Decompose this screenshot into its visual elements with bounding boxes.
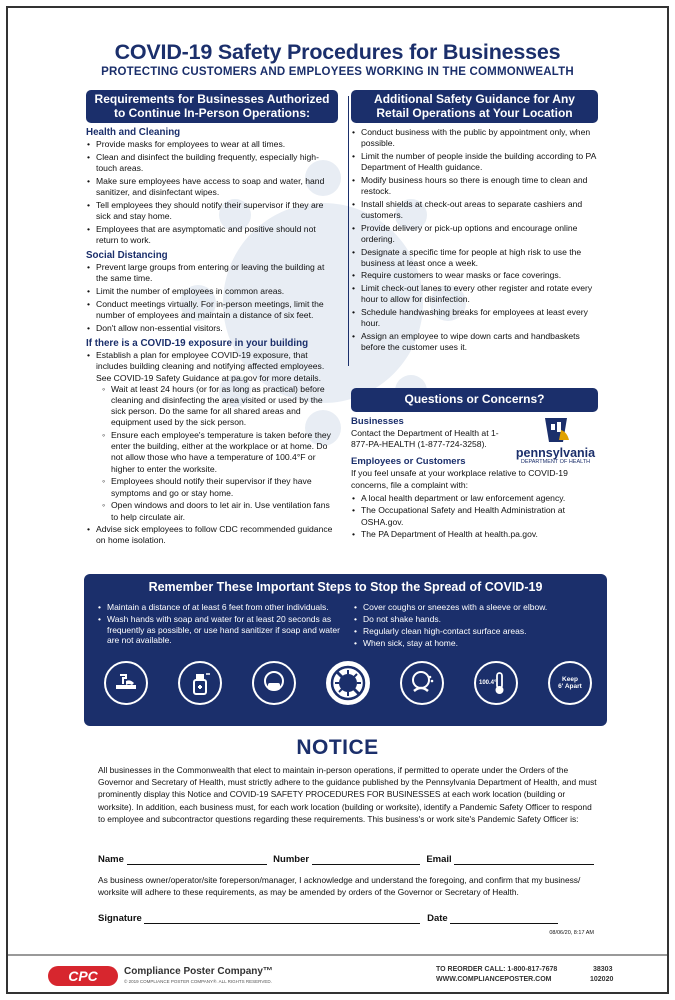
left-column [86,90,338,548]
right-heading-line1: Additional Safety Guidance for Any [374,92,575,106]
list-item: • Provide delivery or pick-up options and encourage online ordering. [351,223,598,245]
officer-fields [98,854,598,865]
list-item: • Don't allow non-essential visitors. [86,323,338,334]
sub-list-item: ◦ Employees should notify their supervisor if they have symptoms and go or stay home. [102,476,338,498]
poster [6,6,669,994]
list-item: • Limit check-out lanes to every other register and rotate every hour to allow for disinfection. [351,283,598,305]
poster-title: COVID-19 Safety Procedures for Businesses [114,40,561,64]
list-item: • Designate a specific time for people at high risk to use the business at least once a week. [351,247,598,269]
list-item: • Clean and disinfect the building frequently, especially high-touch areas. [86,152,338,174]
exposure-item-text: Establish a plan for employee COVID-19 exposure, that includes building cleaning and notifying affected employees. See COVID-19 Safety Guidance at pa.gov for more details. [96,350,325,383]
number-label: Number [273,854,310,865]
step-item: • When sick, stay at home. [354,638,594,649]
spray-bottle-icon [178,661,222,705]
name-field[interactable] [127,855,267,865]
date-label: Date [427,913,448,924]
no-virus-icon [326,661,370,705]
complaint-list [351,493,598,541]
poster-subtitle: PROTECTING CUSTOMERS AND EMPLOYEES WORKING IN THE COMMONWEALTH [101,66,574,78]
column-divider [348,96,349,366]
logo-dept: DEPARTMENT OF HEALTH [520,458,591,465]
right-heading [351,90,598,123]
questions-section [351,388,598,542]
list-item: • Employees that are asymptomatic and positive should not return to work. [86,224,338,246]
exposure-list [86,350,338,546]
tm-mark: ™ [262,966,273,977]
steps-icons [104,661,592,705]
sub-list-item: ◦ Open windows and doors to let air in. Use ventilation fans to help circulate air. [102,500,338,522]
distancing-list [86,262,338,334]
signature-label: Signature [98,913,142,924]
signature-fields [98,913,598,924]
step-item: • Regularly clean high-contact surface areas. [354,626,594,637]
list-item: • Schedule handwashing breaks for employees at least every hour. [351,307,598,329]
keep-apart-icon [548,661,592,705]
section-title-distancing: Social Distancing [86,250,168,262]
cpc-logo-text: CPC [68,968,98,984]
questions-heading: Questions or Concerns? [351,388,598,412]
timestamp: 08/06/20, 8:17 AM [549,930,594,936]
list-item: • A local health department or law enforcement agency. [351,493,598,504]
list-item: • Tell employees they should notify their supervisor if they are sick and stay home. [86,200,338,222]
list-item: • Assign an employee to wipe down carts and handbaskets before the customer uses it. [351,331,598,353]
number-field[interactable] [312,855,420,865]
sub-list-item: ◦ Wait at least 24 hours (or for as long as practical) before cleaning and disinfecting the area visited or used by the sick person. Do the same for all shared areas and equipment used by the sick person. [102,384,338,429]
footer [8,954,667,994]
poster-code: 38303 [593,966,613,973]
step-item: • Wash hands with soap and water for at least 20 seconds as frequently as possible, or use hand sanitizer if soap and water are not available. [98,614,343,646]
step-item: • Cover coughs or sneezes with a sleeve or elbow. [354,602,594,613]
thermometer-label: 100.4° [479,680,497,686]
list-item: • Install shields at check-out areas to separate cashiers and customers. [351,199,598,221]
step-item: • Maintain a distance of at least 6 feet from other individuals. [98,602,343,613]
pa-doh-logo [513,416,598,466]
list-item: • Conduct business with the public by appointment only, when possible. [351,127,598,149]
keystone-icon [541,416,571,444]
email-label: Email [426,854,452,865]
left-heading-line2: to Continue In-Person Operations: [113,105,310,120]
keep-label: Keep [562,676,578,683]
date-field[interactable] [450,914,558,924]
list-item [86,350,338,523]
list-item: • Require customers to wear masks or face coverings. [351,270,598,281]
cough-icon [400,661,444,705]
retail-list [351,127,598,353]
step-item: • Do not shake hands. [354,614,594,625]
reorder-phone: TO REORDER CALL: 1-800-817-7678 [436,966,558,973]
company-name-text: Compliance Poster Company [124,966,263,977]
thermometer-icon [474,661,518,705]
list-item: • Provide masks for employees to wear at all times. [86,139,338,150]
copyright: © 2019 COMPLIANCE POSTER COMPANY®. ALL RIGHTS RESERVED. [124,979,272,984]
company-name [124,966,273,977]
businesses-title: Businesses [351,415,404,427]
left-heading [86,90,338,123]
steps-banner [84,574,607,726]
sub-list-item: ◦ Ensure each employee's temperature is taken before they enter the building, either at the workplace or at home. Do not allow those who have a temperature of 100.4°F or higher to enter the worksite. [102,430,338,475]
list-item: • Advise sick employees to follow CDC recommended guidance on home isolation. [86,524,338,546]
email-field[interactable] [454,855,594,865]
face-mask-icon [252,661,296,705]
signature-field[interactable] [144,914,420,924]
list-item: • The Occupational Safety and Health Administration at OSHA.gov. [351,505,598,527]
list-item: • Prevent large groups from entering or leaving the building at the same time. [86,262,338,284]
logo-name: pennsylvania [515,445,596,460]
list-item: • Make sure employees have access to soap and water, hand sanitizer, and disinfectant wipes. [86,176,338,198]
employees-title: Employees or Customers [351,456,466,468]
right-heading-line2: Retail Operations at Your Location [376,105,573,120]
notice-body: All businesses in the Commonwealth that elect to maintain in-person operations, if permitted to operate under the Orders of the Governor and Secretary of Health, must strictly adhere to the guidance published by the Pennsylvania Department of Health, and must prominently display this Notice and COVID-19 SAFETY PROCEDURES FOR BUSINESSES at each work location (building or worksite). In addition, each business must, for each work location (building or worksite), identify a Pandemic Safety Officer to respond to employee and subcontractor questions regarding these requirements. This business's or work site's Pandemic Safety Officer is: [98,765,597,824]
list-item: • Modify business hours so there is enough time to clean and restock. [351,175,598,197]
section-title-health: Health and Cleaning [86,127,181,138]
steps-title: Remember These Important Steps to Stop the Spread of COVID-19 [148,580,543,594]
name-label: Name [98,854,124,865]
section-title-exposure: If there is a COVID-19 exposure in your building [86,337,309,349]
list-item: • Conduct meetings virtually. For in-person meetings, limit the number of employees and maintain a distance of six feet. [86,299,338,321]
acknowledgement-text: As business owner/operator/site foreperson/manager, I acknowledge and understand the foregoing, and confirm that my business/ worksite will adhere to these requirements, as may be amended by orders of the Governor or Secretary of Health. [98,875,581,898]
health-list [86,139,338,246]
list-item: • The PA Department of Health at health.pa.gov. [351,529,598,540]
handwash-icon [104,661,148,705]
right-column [351,90,598,355]
steps-right-column [354,602,594,650]
employees-text: If you feel unsafe at your workplace relative to COVID-19 concerns, file a complaint with: [351,468,568,490]
apart-label: 6' Apart [558,683,582,690]
steps-left-column [98,602,343,647]
website[interactable]: WWW.COMPLIANCEPOSTER.COM [436,976,552,983]
list-item: • Limit the number of employees in common areas. [86,286,338,297]
cpc-logo [48,966,118,986]
list-item: • Limit the number of people inside the building according to PA Department of Health guidance. [351,151,598,173]
poster-revision: 102020 [590,976,614,983]
businesses-text: Contact the Department of Health at 1-877-PA-HEALTH (1-877-724-3258). [351,427,499,449]
exposure-sublist [102,384,338,523]
notice-title: NOTICE [296,736,379,759]
left-heading-line1: Requirements for Businesses Authorized [94,92,330,106]
